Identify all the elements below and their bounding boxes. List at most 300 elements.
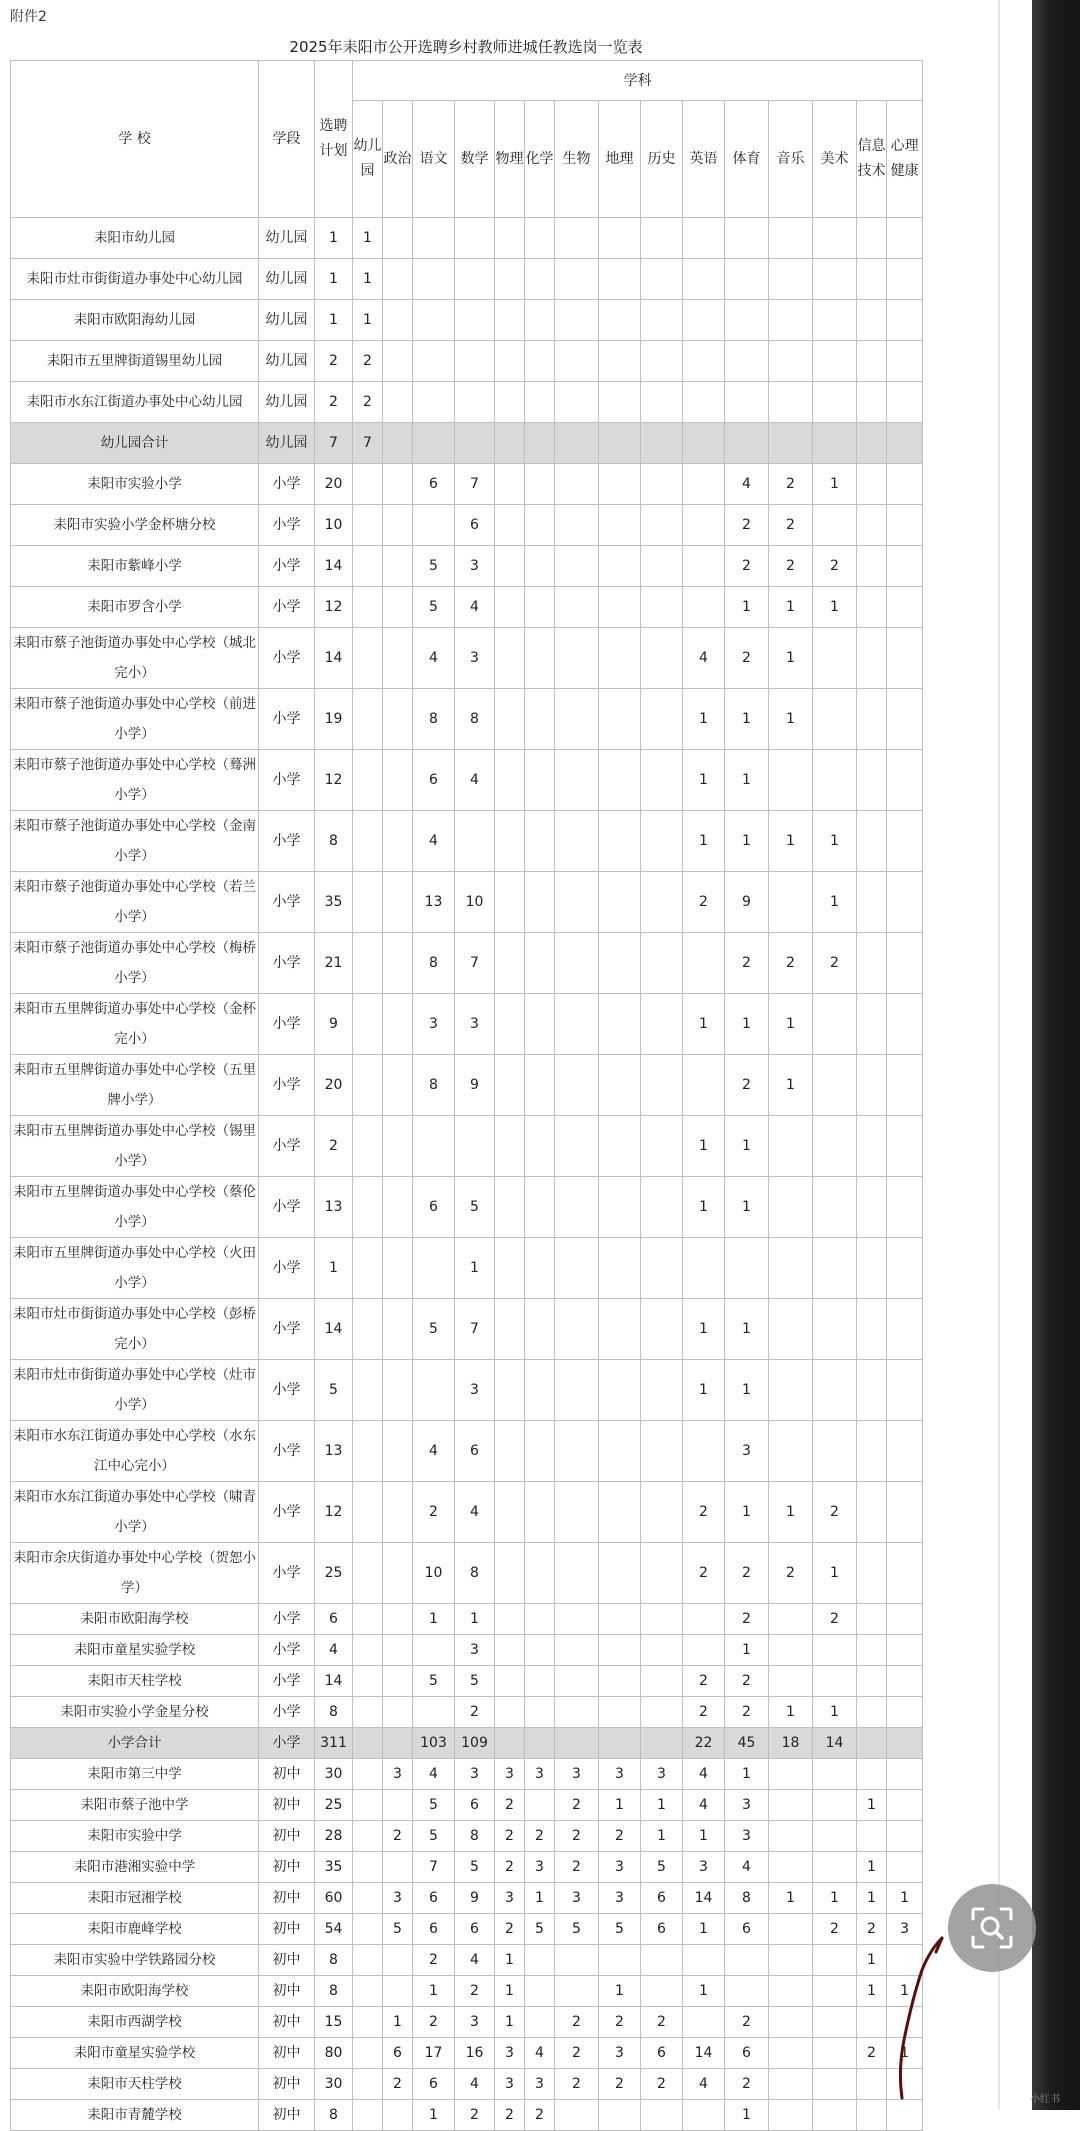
cell-school: 耒阳市五里牌街道办事处中心学校（蔡伦小学） (11, 1177, 259, 1238)
cell-subject-count (353, 1482, 383, 1543)
cell-stage: 小学 (259, 546, 315, 587)
cell-subject-count: 2 (599, 2069, 641, 2100)
cell-subject-count: 4 (525, 2038, 555, 2069)
header-stage: 学段 (259, 61, 315, 218)
cell-subject-count: 6 (413, 2069, 455, 2100)
cell-subject-count (353, 872, 383, 933)
cell-subject-count (813, 1759, 857, 1790)
cell-subject-count (353, 1666, 383, 1697)
cell-subject-count: 2 (813, 933, 857, 994)
cell-subject-count (525, 872, 555, 933)
cell-subject-count (599, 1666, 641, 1697)
cell-subject-count: 14 (683, 1883, 725, 1914)
cell-subject-count: 3 (599, 1852, 641, 1883)
cell-subject-count (383, 750, 413, 811)
cell-subject-count: 1 (683, 1116, 725, 1177)
cell-subject-count (769, 1790, 813, 1821)
cell-subject-count (769, 2100, 813, 2131)
cell-subject-count (495, 1482, 525, 1543)
cell-subject-count: 22 (683, 1728, 725, 1759)
cell-subject-count (413, 1116, 455, 1177)
cell-school: 耒阳市蔡子池中学 (11, 1790, 259, 1821)
cell-subject-count (413, 218, 455, 259)
table-row (11, 2069, 923, 2100)
page-scrollbar[interactable] (998, 0, 1000, 2110)
cell-subject-count: 2 (555, 1821, 599, 1852)
cell-stage: 小学 (259, 933, 315, 994)
cell-subject-count (813, 1238, 857, 1299)
cell-subject-count (887, 1852, 923, 1883)
cell-school: 耒阳市实验中学 (11, 1821, 259, 1852)
cell-subject-count (525, 1543, 555, 1604)
cell-subject-count (857, 1360, 887, 1421)
cell-subject-count (857, 750, 887, 811)
cell-subject-count: 2 (725, 1543, 769, 1604)
cell-subject-count (353, 1945, 383, 1976)
cell-stage: 初中 (259, 2100, 315, 2131)
cell-subject-count (495, 1360, 525, 1421)
cell-subject-count: 3 (525, 2069, 555, 2100)
cell-subject-count (683, 423, 725, 464)
cell-subject-count (857, 587, 887, 628)
cell-subject-count: 6 (725, 1914, 769, 1945)
cell-school: 耒阳市五里牌街道办事处中心学校（金杯完小） (11, 994, 259, 1055)
header-subject: 英语 (683, 101, 725, 218)
cell-subject-count (641, 1360, 683, 1421)
cell-subject-count (353, 1914, 383, 1945)
cell-plan: 2 (315, 341, 353, 382)
cell-subject-count: 1 (857, 1976, 887, 2007)
cell-subject-count (857, 1238, 887, 1299)
cell-subject-count (887, 1055, 923, 1116)
cell-subject-count: 1 (683, 1299, 725, 1360)
cell-subject-count (599, 689, 641, 750)
cell-subject-count (887, 300, 923, 341)
cell-subject-count (525, 423, 555, 464)
table-row (11, 1543, 923, 1604)
cell-subject-count (353, 1604, 383, 1635)
cell-school: 耒阳市灶市街街道办事处中心幼儿园 (11, 259, 259, 300)
cell-subject-count (495, 259, 525, 300)
cell-school: 耒阳市实验小学 (11, 464, 259, 505)
cell-subject-count: 3 (683, 1852, 725, 1883)
cell-subject-count: 1 (683, 689, 725, 750)
cell-subject-count (555, 1116, 599, 1177)
cell-subject-count: 8 (413, 1055, 455, 1116)
header-plan: 选聘计划 (315, 61, 353, 218)
cell-subject-count (599, 382, 641, 423)
cell-subject-count (641, 1635, 683, 1666)
cell-subject-count (383, 300, 413, 341)
cell-subject-count (725, 1945, 769, 1976)
cell-subject-count (353, 505, 383, 546)
cell-subject-count (555, 1728, 599, 1759)
cell-stage: 小学 (259, 1299, 315, 1360)
cell-subject-count: 2 (353, 341, 383, 382)
cell-subject-count (383, 423, 413, 464)
cell-school: 耒阳市幼儿园 (11, 218, 259, 259)
cell-subject-count (683, 2100, 725, 2131)
cell-subject-count: 1 (683, 1821, 725, 1852)
cell-plan: 20 (315, 464, 353, 505)
cell-subject-count (555, 423, 599, 464)
cell-stage: 初中 (259, 2038, 315, 2069)
cell-school: 耒阳市童星实验学校 (11, 1635, 259, 1666)
table-row (11, 1883, 923, 1914)
cell-subject-count (683, 1945, 725, 1976)
cell-subject-count (813, 1976, 857, 2007)
cell-subject-count (887, 341, 923, 382)
cell-subject-count: 3 (887, 1914, 923, 1945)
cell-subject-count: 1 (683, 1177, 725, 1238)
cell-subject-count (887, 1116, 923, 1177)
cell-subject-count (599, 587, 641, 628)
cell-subject-count (383, 1945, 413, 1976)
cell-subject-count: 1 (599, 1976, 641, 2007)
cell-subject-count (641, 2100, 683, 2131)
cell-subject-count (383, 933, 413, 994)
cell-subject-count (383, 1604, 413, 1635)
cell-school: 耒阳市五里牌街道办事处中心学校（火田小学） (11, 1238, 259, 1299)
cell-subject-count (525, 933, 555, 994)
cell-subject-count: 2 (413, 1482, 455, 1543)
cell-subject-count (413, 300, 455, 341)
cell-subject-count: 7 (413, 1852, 455, 1883)
table-total-row (11, 1728, 923, 1759)
cell-subject-count: 2 (683, 872, 725, 933)
header-school: 学 校 (11, 61, 259, 218)
cell-subject-count: 1 (769, 1697, 813, 1728)
cell-stage: 小学 (259, 1697, 315, 1728)
cell-subject-count (769, 218, 813, 259)
cell-subject-count: 3 (725, 1821, 769, 1852)
cell-subject-count (683, 933, 725, 994)
cell-subject-count: 1 (725, 750, 769, 811)
table-row (11, 546, 923, 587)
cell-subject-count: 5 (455, 1852, 495, 1883)
cell-subject-count: 2 (769, 1543, 813, 1604)
header-subject: 美术 (813, 101, 857, 218)
cell-subject-count (769, 2069, 813, 2100)
cell-subject-count (383, 1238, 413, 1299)
cell-subject-count: 45 (725, 1728, 769, 1759)
cell-subject-count (683, 300, 725, 341)
cell-subject-count (353, 2038, 383, 2069)
cell-subject-count (555, 1635, 599, 1666)
cell-subject-count (555, 872, 599, 933)
cell-school: 耒阳市蔡子池街道办事处中心学校（梅桥小学） (11, 933, 259, 994)
cell-subject-count: 1 (769, 1055, 813, 1116)
cell-subject-count (455, 300, 495, 341)
cell-subject-count (769, 382, 813, 423)
cell-subject-count (525, 1945, 555, 1976)
cell-subject-count (813, 382, 857, 423)
cell-stage: 小学 (259, 1543, 315, 1604)
cell-school: 耒阳市冠湘学校 (11, 1883, 259, 1914)
cell-school: 耒阳市天柱学校 (11, 2069, 259, 2100)
cell-subject-count: 4 (683, 1759, 725, 1790)
cell-subject-count (525, 464, 555, 505)
cell-subject-count: 7 (455, 933, 495, 994)
cell-subject-count (813, 259, 857, 300)
cell-subject-count: 3 (455, 994, 495, 1055)
cell-subject-count (495, 1299, 525, 1360)
cell-subject-count: 1 (769, 1883, 813, 1914)
cell-subject-count (525, 218, 555, 259)
cell-subject-count: 2 (413, 1945, 455, 1976)
cell-subject-count: 1 (887, 1976, 923, 2007)
cell-subject-count: 3 (455, 1360, 495, 1421)
cell-subject-count: 1 (857, 1945, 887, 1976)
cell-subject-count: 1 (725, 1177, 769, 1238)
cell-subject-count (813, 1177, 857, 1238)
cell-subject-count (641, 259, 683, 300)
cell-subject-count: 2 (725, 505, 769, 546)
cell-subject-count (495, 1728, 525, 1759)
cell-plan: 1 (315, 259, 353, 300)
cell-subject-count (353, 689, 383, 750)
header-subject: 数学 (455, 101, 495, 218)
cell-subject-count: 4 (683, 2069, 725, 2100)
cell-subject-count (413, 1238, 455, 1299)
cell-subject-count (641, 423, 683, 464)
cell-subject-count (353, 1055, 383, 1116)
cell-subject-count (599, 259, 641, 300)
cell-subject-count (353, 546, 383, 587)
cell-plan: 20 (315, 1055, 353, 1116)
cell-school: 耒阳市五里牌街道锡里幼儿园 (11, 341, 259, 382)
table-row (11, 1238, 923, 1299)
cell-subject-count (455, 382, 495, 423)
cell-subject-count (599, 872, 641, 933)
cell-subject-count (555, 1945, 599, 1976)
cell-subject-count: 14 (683, 2038, 725, 2069)
cell-subject-count (599, 750, 641, 811)
cell-subject-count (857, 1728, 887, 1759)
cell-subject-count: 1 (725, 1116, 769, 1177)
cell-stage: 小学 (259, 587, 315, 628)
table-row (11, 1635, 923, 1666)
cell-subject-count (725, 259, 769, 300)
cell-subject-count (353, 1635, 383, 1666)
cell-subject-count: 2 (555, 1790, 599, 1821)
cell-subject-count (599, 423, 641, 464)
cell-subject-count: 3 (455, 1635, 495, 1666)
cell-subject-count (555, 2100, 599, 2131)
cell-subject-count: 4 (455, 2069, 495, 2100)
cell-subject-count (887, 1790, 923, 1821)
cell-subject-count: 1 (813, 1543, 857, 1604)
cell-subject-count (887, 546, 923, 587)
cell-stage: 幼儿园 (259, 382, 315, 423)
cell-subject-count: 2 (413, 2007, 455, 2038)
cell-subject-count: 3 (641, 1759, 683, 1790)
cell-school: 耒阳市童星实验学校 (11, 2038, 259, 2069)
cell-subject-count: 2 (555, 1852, 599, 1883)
cell-subject-count: 5 (413, 587, 455, 628)
cell-subject-count (725, 1976, 769, 2007)
cell-subject-count (641, 505, 683, 546)
cell-subject-count (813, 2100, 857, 2131)
header-subject: 幼儿园 (353, 101, 383, 218)
cell-plan: 5 (315, 1360, 353, 1421)
cell-subject-count: 1 (725, 1360, 769, 1421)
cell-subject-count (555, 1299, 599, 1360)
cell-subject-count (813, 2007, 857, 2038)
cell-school: 幼儿园合计 (11, 423, 259, 464)
header-subject: 化学 (525, 101, 555, 218)
cell-stage: 初中 (259, 2069, 315, 2100)
cell-subject-count: 5 (455, 1177, 495, 1238)
cell-stage: 初中 (259, 1883, 315, 1914)
cell-subject-count (887, 1238, 923, 1299)
cell-subject-count (857, 1759, 887, 1790)
cell-subject-count (525, 1976, 555, 2007)
cell-subject-count (599, 1055, 641, 1116)
cell-subject-count (683, 464, 725, 505)
cell-subject-count (599, 1238, 641, 1299)
cell-subject-count (813, 218, 857, 259)
cell-plan: 1 (315, 300, 353, 341)
cell-subject-count: 2 (555, 2038, 599, 2069)
cell-subject-count: 8 (413, 933, 455, 994)
cell-subject-count (353, 2100, 383, 2131)
cell-subject-count (887, 464, 923, 505)
cell-subject-count (599, 1635, 641, 1666)
cell-subject-count (353, 1976, 383, 2007)
cell-stage: 小学 (259, 1635, 315, 1666)
cell-subject-count (725, 341, 769, 382)
cell-subject-count: 8 (413, 689, 455, 750)
table-row (11, 505, 923, 546)
cell-subject-count (857, 2007, 887, 2038)
cell-subject-count (769, 1360, 813, 1421)
header-subject: 地理 (599, 101, 641, 218)
cell-subject-count: 6 (641, 2038, 683, 2069)
table-row (11, 628, 923, 689)
cell-subject-count: 2 (383, 1821, 413, 1852)
cell-subject-count (769, 1945, 813, 1976)
cell-subject-count: 1 (683, 1360, 725, 1421)
header-subject: 音乐 (769, 101, 813, 218)
cell-subject-count (813, 1945, 857, 1976)
cell-subject-count: 1 (495, 1945, 525, 1976)
cell-subject-count: 1 (769, 811, 813, 872)
cell-subject-count (599, 994, 641, 1055)
cell-stage: 初中 (259, 1945, 315, 1976)
cell-subject-count (641, 933, 683, 994)
cell-subject-count (413, 505, 455, 546)
cell-subject-count (641, 587, 683, 628)
cell-subject-count (641, 1543, 683, 1604)
table-row (11, 1852, 923, 1883)
cell-subject-count (383, 689, 413, 750)
cell-subject-count (353, 933, 383, 994)
cell-subject-count (683, 1055, 725, 1116)
cell-subject-count (641, 1482, 683, 1543)
visual-search-button[interactable] (948, 1884, 1036, 1972)
cell-subject-count (353, 1543, 383, 1604)
cell-subject-count (641, 872, 683, 933)
cell-subject-count (641, 464, 683, 505)
cell-subject-count: 3 (413, 994, 455, 1055)
cell-school: 耒阳市青麓学校 (11, 2100, 259, 2131)
cell-subject-count (683, 382, 725, 423)
cell-subject-count: 5 (383, 1914, 413, 1945)
cell-subject-count: 1 (725, 689, 769, 750)
cell-school: 耒阳市实验小学金星分校 (11, 1697, 259, 1728)
cell-subject-count (353, 1759, 383, 1790)
cell-subject-count (813, 2069, 857, 2100)
cell-subject-count (641, 382, 683, 423)
cell-subject-count: 8 (725, 1883, 769, 1914)
cell-subject-count: 2 (725, 628, 769, 689)
cell-subject-count (495, 382, 525, 423)
cell-subject-count (495, 628, 525, 689)
cell-subject-count (857, 546, 887, 587)
cell-subject-count: 3 (455, 2007, 495, 2038)
cell-subject-count (887, 1759, 923, 1790)
cell-subject-count (813, 2038, 857, 2069)
header-subject: 历史 (641, 101, 683, 218)
cell-subject-count: 1 (353, 259, 383, 300)
cell-subject-count (857, 1482, 887, 1543)
cell-subject-count (455, 259, 495, 300)
cell-plan: 2 (315, 382, 353, 423)
table-row (11, 811, 923, 872)
cell-subject-count (555, 994, 599, 1055)
cell-subject-count: 5 (599, 1914, 641, 1945)
cell-subject-count (857, 689, 887, 750)
cell-subject-count (383, 464, 413, 505)
cell-plan: 21 (315, 933, 353, 994)
cell-plan: 8 (315, 1976, 353, 2007)
cell-subject-count: 8 (455, 689, 495, 750)
cell-subject-count (769, 259, 813, 300)
cell-subject-count: 2 (725, 1697, 769, 1728)
cell-subject-count: 2 (495, 1914, 525, 1945)
cell-subject-count (495, 218, 525, 259)
cell-subject-count (495, 1238, 525, 1299)
cell-plan: 311 (315, 1728, 353, 1759)
cell-subject-count (641, 218, 683, 259)
cell-subject-count: 1 (887, 2038, 923, 2069)
cell-subject-count: 2 (769, 464, 813, 505)
document-title: 2025年耒阳市公开选聘乡村教师进城任教选岗一览表 (289, 38, 643, 56)
cell-subject-count: 3 (725, 1421, 769, 1482)
cell-subject-count (525, 689, 555, 750)
cell-plan: 1 (315, 1238, 353, 1299)
cell-subject-count: 1 (887, 1883, 923, 1914)
cell-subject-count: 1 (413, 1976, 455, 2007)
cell-subject-count (525, 1697, 555, 1728)
cell-subject-count: 1 (641, 1790, 683, 1821)
cell-subject-count (683, 2007, 725, 2038)
cell-subject-count: 5 (413, 1790, 455, 1821)
cell-subject-count (769, 423, 813, 464)
cell-subject-count (683, 1238, 725, 1299)
cell-subject-count (813, 1421, 857, 1482)
cell-subject-count (769, 2038, 813, 2069)
cell-subject-count (555, 259, 599, 300)
cell-subject-count: 2 (455, 1697, 495, 1728)
cell-subject-count (495, 1604, 525, 1635)
cell-subject-count: 3 (495, 2069, 525, 2100)
cell-subject-count (599, 546, 641, 587)
cell-subject-count: 13 (413, 872, 455, 933)
cell-subject-count (813, 1666, 857, 1697)
cell-subject-count: 1 (413, 2100, 455, 2131)
